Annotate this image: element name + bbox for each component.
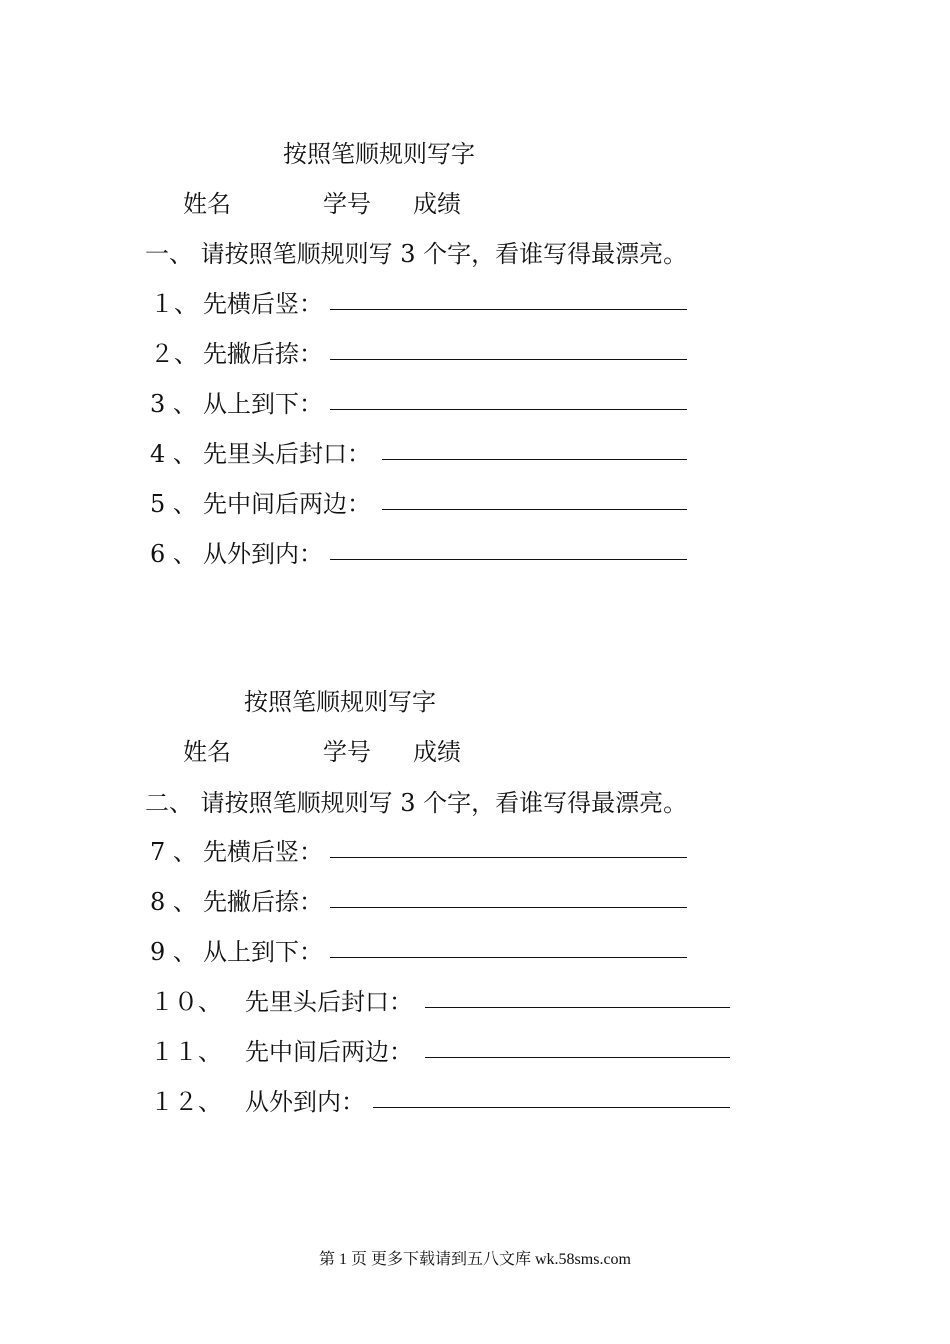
question-number: ２、 bbox=[150, 340, 198, 368]
question-label: 先撇后捺： bbox=[203, 888, 323, 916]
question-label: 从上到下： bbox=[203, 390, 323, 418]
answer-blank[interactable] bbox=[330, 907, 687, 908]
question-number: １２、 bbox=[150, 1088, 222, 1116]
question-label: 先里头后封口： bbox=[245, 988, 413, 1016]
question-label: 从上到下： bbox=[203, 938, 323, 966]
answer-blank[interactable] bbox=[330, 409, 687, 410]
answer-blank[interactable] bbox=[330, 559, 687, 560]
answer-blank[interactable] bbox=[373, 1107, 730, 1108]
question-number: １０、 bbox=[150, 988, 222, 1016]
question-number: 7 、 bbox=[150, 838, 197, 866]
answer-blank[interactable] bbox=[330, 359, 687, 360]
instruction-2: 二、 请按照笔顺规则写 3 个字，看谁写得最漂亮。 bbox=[145, 789, 688, 817]
question-label: 先里头后封口： bbox=[203, 440, 371, 468]
answer-blank[interactable] bbox=[382, 509, 687, 510]
score-label-1: 成绩 bbox=[413, 190, 461, 218]
score-label-2: 成绩 bbox=[413, 738, 461, 766]
question-label: 先撇后捺： bbox=[203, 340, 323, 368]
question-number: 3 、 bbox=[150, 390, 197, 418]
worksheet-title-1: 按照笔顺规则写字 bbox=[283, 140, 475, 168]
page-footer: 第 1 页 更多下载请到五八文库 wk.58sms.com bbox=[318, 1251, 631, 1268]
question-number: 4 、 bbox=[150, 440, 197, 468]
answer-blank[interactable] bbox=[330, 309, 687, 310]
instruction-1: 一、 请按照笔顺规则写 3 个字，看谁写得最漂亮。 bbox=[145, 240, 688, 268]
question-label: 先中间后两边： bbox=[245, 1038, 413, 1066]
question-label: 从外到内： bbox=[245, 1088, 365, 1116]
answer-blank[interactable] bbox=[382, 459, 687, 460]
answer-blank[interactable] bbox=[330, 857, 687, 858]
question-label: 先横后竖： bbox=[203, 290, 323, 318]
student-id-label-1: 学号 bbox=[323, 190, 371, 218]
student-id-label-2: 学号 bbox=[323, 738, 371, 766]
name-label-1: 姓名 bbox=[183, 190, 231, 218]
name-label-2: 姓名 bbox=[183, 738, 231, 766]
answer-blank[interactable] bbox=[425, 1057, 730, 1058]
question-number: 9 、 bbox=[150, 938, 197, 966]
question-number: １、 bbox=[150, 290, 198, 318]
answer-blank[interactable] bbox=[330, 957, 687, 958]
question-label: 先中间后两边： bbox=[203, 490, 371, 518]
worksheet-title-2: 按照笔顺规则写字 bbox=[244, 688, 436, 716]
question-number: 5 、 bbox=[150, 490, 197, 518]
question-label: 先横后竖： bbox=[203, 838, 323, 866]
question-number: １１、 bbox=[150, 1038, 222, 1066]
question-number: 8 、 bbox=[150, 888, 197, 916]
question-label: 从外到内： bbox=[203, 540, 323, 568]
answer-blank[interactable] bbox=[425, 1007, 730, 1008]
question-number: 6 、 bbox=[150, 540, 197, 568]
